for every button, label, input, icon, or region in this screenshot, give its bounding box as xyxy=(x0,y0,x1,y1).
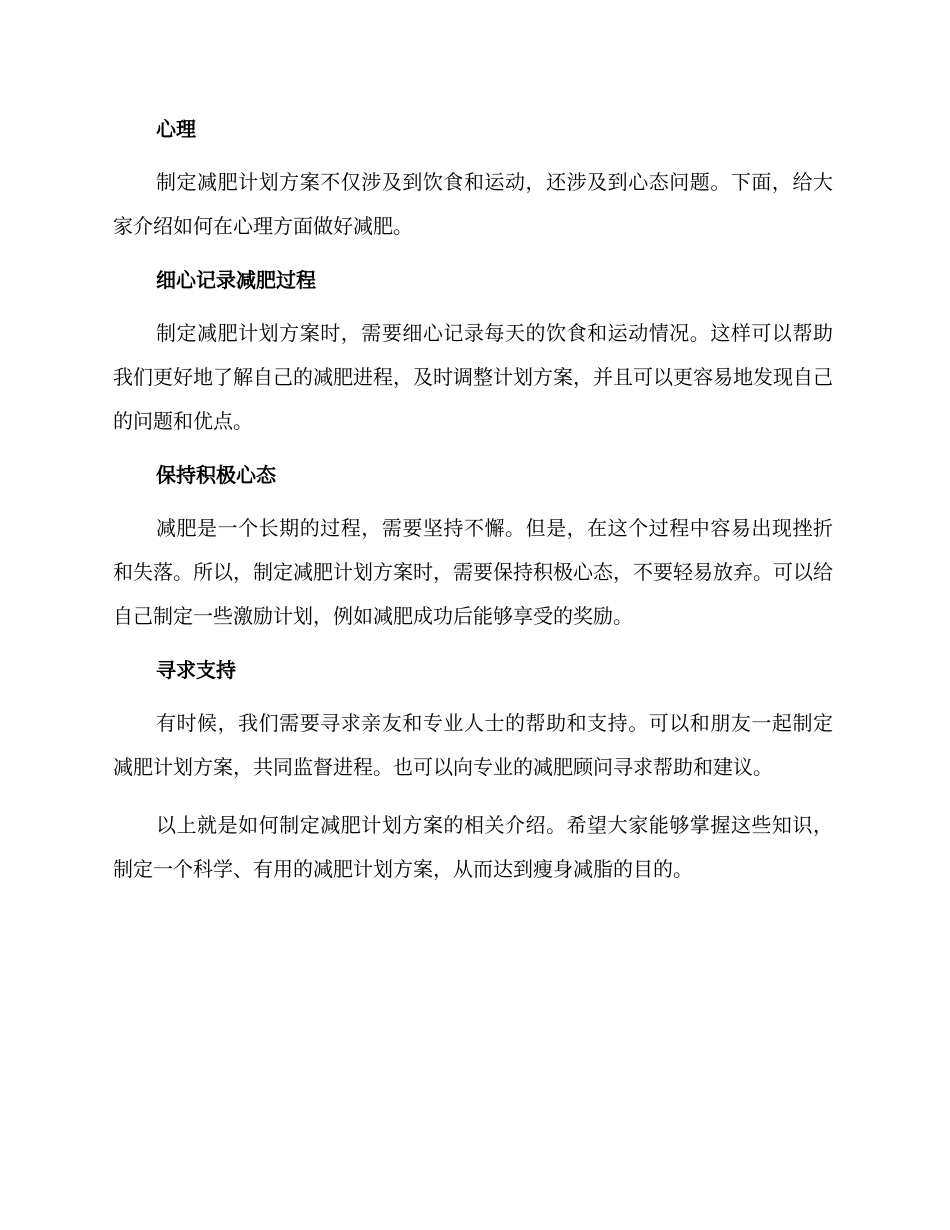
section-heading-seek-support: 寻求支持 xyxy=(156,658,236,682)
section-heading-psychology: 心理 xyxy=(156,117,196,141)
paragraph-conclusion: 以上就是如何制定减肥计划方案的相关介绍。希望大家能够掌握这些知识，制定一个科学、有用的减肥计划方案，从而达到瘦身减脂的目的。 xyxy=(113,813,833,881)
document-page xyxy=(113,112,833,891)
paragraph: 制定减肥计划方案不仅涉及到饮食和运动，还涉及到心态问题。下面，给大家介绍如何在心理方面做好减肥。 xyxy=(113,170,833,238)
paragraph: 有时候，我们需要寻求亲友和专业人士的帮助和支持。可以和朋友一起制定减肥计划方案，共同监督进程。也可以向专业的减肥顾问寻求帮助和建议。 xyxy=(113,711,833,779)
paragraph: 制定减肥计划方案时，需要细心记录每天的饮食和运动情况。这样可以帮助我们更好地了解自己的减肥进程，及时调整计划方案，并且可以更容易地发现自己的问题和优点。 xyxy=(113,321,833,433)
paragraph: 减肥是一个长期的过程，需要坚持不懈。但是，在这个过程中容易出现挫折和失落。所以，制定减肥计划方案时，需要保持积极心态，不要轻易放弃。可以给自己制定一些激励计划，例如减肥成功后能够享受的奖励。 xyxy=(113,516,833,628)
section-heading-record-process: 细心记录减肥过程 xyxy=(156,268,316,292)
section-heading-positive-mindset: 保持积极心态 xyxy=(156,463,276,487)
